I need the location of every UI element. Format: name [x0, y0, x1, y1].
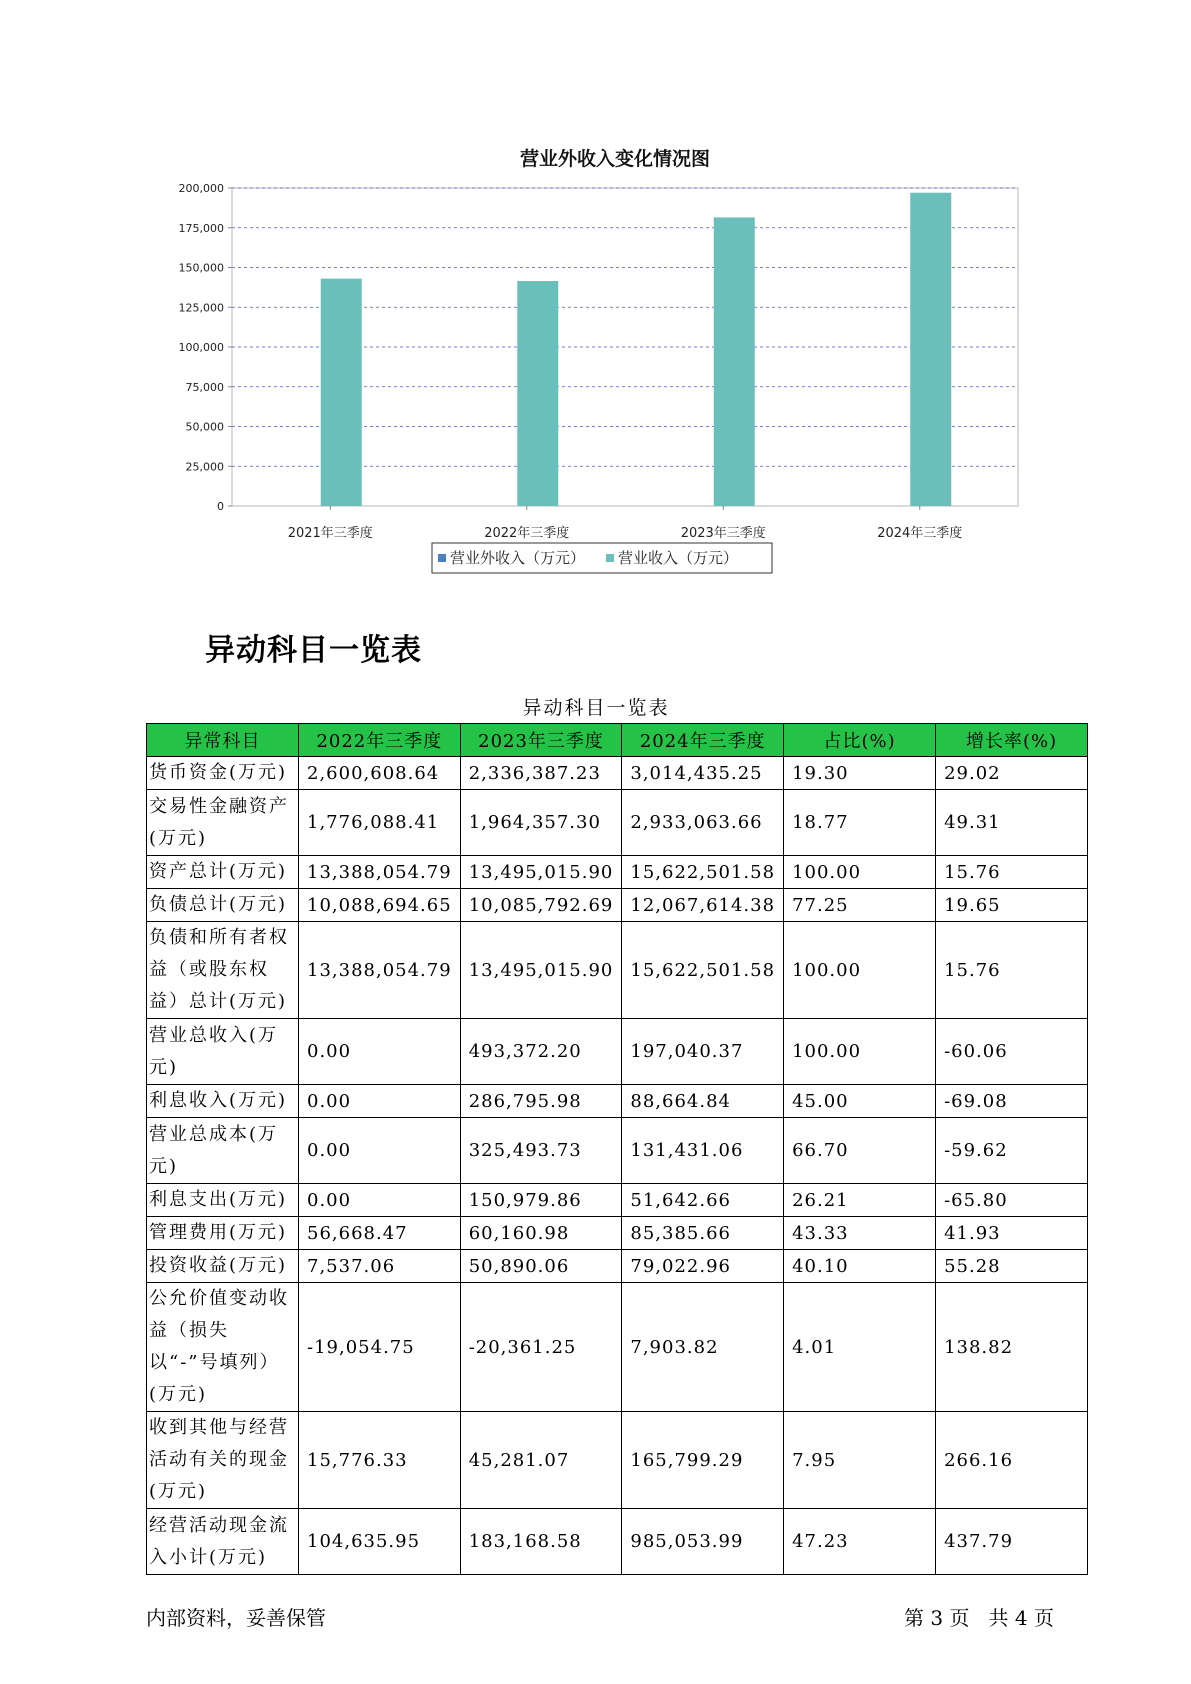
row-label-cell: 利息支出(万元) [147, 1184, 299, 1217]
y-tick-label: 150,000 [178, 261, 224, 275]
table-row [147, 1283, 1088, 1412]
legend-label: 营业收入（万元） [618, 549, 739, 567]
row-label-cell: 交易性金融资产(万元) [147, 790, 299, 856]
x-tick-label: 2024年三季度 [877, 526, 963, 541]
x-tick-label: 2022年三季度 [484, 526, 570, 541]
value-cell: 104,635.95 [299, 1509, 461, 1575]
value-cell: 286,795.98 [460, 1085, 622, 1118]
value-cell: 183,168.58 [460, 1509, 622, 1575]
footer-confidential-note: 内部资料，妥善保管 [146, 1606, 326, 1630]
table-row [147, 856, 1088, 889]
table-row [147, 1184, 1088, 1217]
value-cell: 0.00 [299, 1118, 461, 1184]
value-cell: 493,372.20 [460, 1019, 622, 1085]
value-cell: 56,668.47 [299, 1217, 461, 1250]
value-cell: 85,385.66 [622, 1217, 784, 1250]
table-row [147, 790, 1088, 856]
row-label-cell: 营业总成本(万元) [147, 1118, 299, 1184]
table-header-row [147, 724, 1088, 757]
table-row [147, 1118, 1088, 1184]
header-cell: 增长率(%) [936, 724, 1088, 757]
value-cell: 10,088,694.65 [299, 889, 461, 922]
table-row [147, 889, 1088, 922]
value-cell: -65.80 [936, 1184, 1088, 1217]
value-cell: 266.16 [936, 1412, 1088, 1509]
table-caption: 异动科目一览表 [522, 697, 670, 719]
table-row [147, 1217, 1088, 1250]
row-label-cell: 负债和所有者权益（或股东权益）总计(万元) [147, 922, 299, 1019]
value-cell: 7,903.82 [622, 1283, 784, 1412]
bar [321, 279, 362, 506]
value-cell: 88,664.84 [622, 1085, 784, 1118]
bar-chart [150, 138, 1030, 593]
header-cell: 2022年三季度 [299, 724, 461, 757]
row-label-cell: 收到其他与经营活动有关的现金(万元) [147, 1412, 299, 1509]
value-cell: 138.82 [936, 1283, 1088, 1412]
table-row [147, 922, 1088, 1019]
value-cell: 66.70 [784, 1118, 936, 1184]
value-cell: 26.21 [784, 1184, 936, 1217]
value-cell: 55.28 [936, 1250, 1088, 1283]
value-cell: 41.93 [936, 1217, 1088, 1250]
y-tick-label: 25,000 [185, 460, 224, 474]
y-tick-label: 100,000 [178, 341, 224, 354]
value-cell: 100.00 [784, 1019, 936, 1085]
value-cell: -69.08 [936, 1085, 1088, 1118]
row-label-cell: 资产总计(万元) [147, 856, 299, 889]
value-cell: 437.79 [936, 1509, 1088, 1575]
value-cell: 13,388,054.79 [299, 856, 461, 889]
row-label-cell: 货币资金(万元) [147, 757, 299, 790]
value-cell: 18.77 [784, 790, 936, 856]
value-cell: 0.00 [299, 1085, 461, 1118]
bar [714, 217, 755, 506]
table-row [147, 1250, 1088, 1283]
row-label-cell: 营业总收入(万元) [147, 1019, 299, 1085]
value-cell: 165,799.29 [622, 1412, 784, 1509]
value-cell: 100.00 [784, 856, 936, 889]
y-tick-label: 200,000 [178, 182, 224, 195]
value-cell: 19.30 [784, 757, 936, 790]
value-cell: 40.10 [784, 1250, 936, 1283]
value-cell: 13,495,015.90 [460, 856, 622, 889]
header-cell: 占比(%) [784, 724, 936, 757]
value-cell: 3,014,435.25 [622, 757, 784, 790]
y-tick-label: 75,000 [185, 380, 224, 394]
value-cell: 1,964,357.30 [460, 790, 622, 856]
header-cell: 2024年三季度 [622, 724, 784, 757]
value-cell: 325,493.73 [460, 1118, 622, 1184]
value-cell: 150,979.86 [460, 1184, 622, 1217]
y-tick-label: 125,000 [178, 301, 224, 315]
value-cell: 0.00 [299, 1019, 461, 1085]
value-cell: 19.65 [936, 889, 1088, 922]
value-cell: 15,622,501.58 [622, 922, 784, 1019]
table-row [147, 757, 1088, 790]
value-cell: -60.06 [936, 1019, 1088, 1085]
legend-swatch [438, 554, 446, 562]
value-cell: 50,890.06 [460, 1250, 622, 1283]
y-tick-label: 0 [217, 500, 224, 513]
value-cell: 29.02 [936, 757, 1088, 790]
value-cell: 13,388,054.79 [299, 922, 461, 1019]
value-cell: 45,281.07 [460, 1412, 622, 1509]
value-cell: 2,600,608.64 [299, 757, 461, 790]
table-row [147, 1509, 1088, 1575]
value-cell: 43.33 [784, 1217, 936, 1250]
value-cell: 2,336,387.23 [460, 757, 622, 790]
value-cell: 49.31 [936, 790, 1088, 856]
value-cell: 15,776.33 [299, 1412, 461, 1509]
value-cell: 100.00 [784, 922, 936, 1019]
value-cell: 15.76 [936, 922, 1088, 1019]
row-label-cell: 利息收入(万元) [147, 1085, 299, 1118]
value-cell: 13,495,015.90 [460, 922, 622, 1019]
value-cell: -19,054.75 [299, 1283, 461, 1412]
table-row [147, 1019, 1088, 1085]
value-cell: 47.23 [784, 1509, 936, 1575]
value-cell: 10,085,792.69 [460, 889, 622, 922]
value-cell: 77.25 [784, 889, 936, 922]
value-cell: 7,537.06 [299, 1250, 461, 1283]
footer-page-number: 第 3 页 共 4 页 [904, 1606, 1054, 1630]
row-label-cell: 负债总计(万元) [147, 889, 299, 922]
value-cell: 4.01 [784, 1283, 936, 1412]
row-label-cell: 管理费用(万元) [147, 1217, 299, 1250]
value-cell: 15,622,501.58 [622, 856, 784, 889]
value-cell: 60,160.98 [460, 1217, 622, 1250]
table-row [147, 1412, 1088, 1509]
table-row [147, 1085, 1088, 1118]
value-cell: -20,361.25 [460, 1283, 622, 1412]
chart-title: 营业外收入变化情况图 [519, 148, 711, 170]
value-cell: 51,642.66 [622, 1184, 784, 1217]
legend-swatch [606, 554, 614, 562]
value-cell: 79,022.96 [622, 1250, 784, 1283]
value-cell: 197,040.37 [622, 1019, 784, 1085]
section-title: 异动科目一览表 [205, 633, 422, 668]
value-cell: -59.62 [936, 1118, 1088, 1184]
value-cell: 1,776,088.41 [299, 790, 461, 856]
row-label-cell: 投资收益(万元) [147, 1250, 299, 1283]
value-cell: 2,933,063.66 [622, 790, 784, 856]
row-label-cell: 公允价值变动收益（损失以“-”号填列）(万元) [147, 1283, 299, 1412]
value-cell: 15.76 [936, 856, 1088, 889]
row-label-cell: 经营活动现金流入小计(万元) [147, 1509, 299, 1575]
value-cell: 131,431.06 [622, 1118, 784, 1184]
legend-label: 营业外收入（万元） [450, 549, 586, 567]
value-cell: 985,053.99 [622, 1509, 784, 1575]
value-cell: 12,067,614.38 [622, 889, 784, 922]
value-cell: 0.00 [299, 1184, 461, 1217]
y-tick-label: 50,000 [185, 420, 224, 434]
value-cell: 7.95 [784, 1412, 936, 1509]
value-cell: 45.00 [784, 1085, 936, 1118]
x-tick-label: 2021年三季度 [287, 526, 373, 541]
x-tick-label: 2023年三季度 [680, 526, 766, 541]
bar [517, 281, 558, 506]
y-tick-label: 175,000 [178, 221, 224, 235]
chart-svg [150, 138, 1030, 593]
header-cell: 2023年三季度 [460, 724, 622, 757]
bar [910, 193, 951, 506]
anomaly-table [146, 723, 1088, 1575]
header-cell: 异常科目 [147, 724, 299, 757]
